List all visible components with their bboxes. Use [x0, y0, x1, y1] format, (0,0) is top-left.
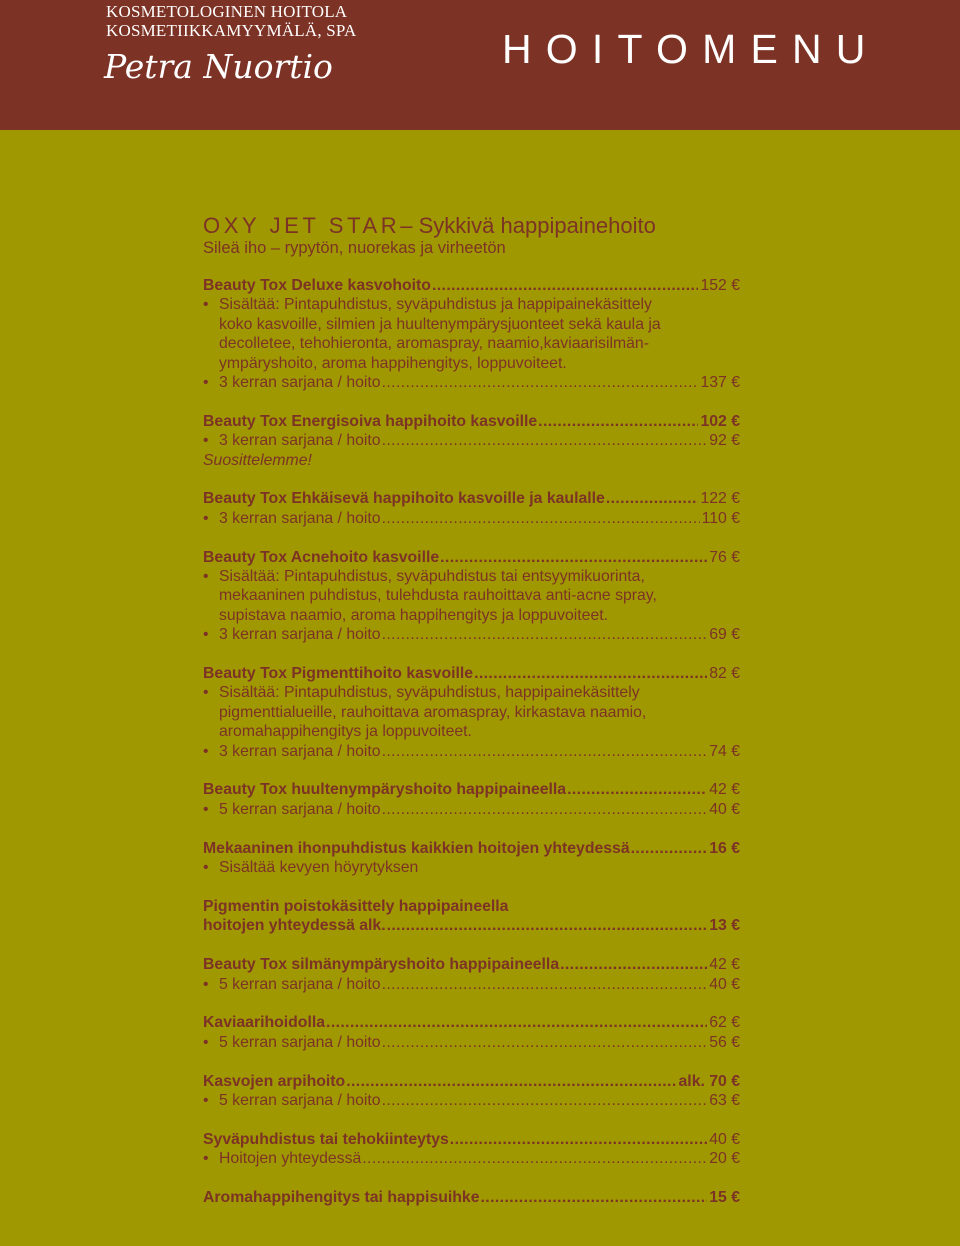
item-price: 122 €	[700, 490, 740, 508]
dot-leader	[432, 276, 699, 295]
item-price: 76 €	[709, 548, 740, 566]
series-price: 40 €	[709, 975, 740, 993]
dot-leader	[440, 548, 707, 567]
item-price: 40 €	[709, 1130, 740, 1148]
dot-leader	[560, 955, 707, 974]
series-price: 92 €	[709, 432, 740, 450]
menu-item	[203, 1188, 740, 1207]
series-label: 3 kerran sarjana / hoito	[219, 432, 381, 450]
item-price: 82 €	[709, 665, 740, 683]
dot-leader	[450, 1130, 707, 1149]
bullet-icon: •	[203, 684, 209, 702]
menu-item	[203, 548, 740, 567]
series-label: 5 kerran sarjana / hoito	[219, 1091, 381, 1109]
bullet-icon: •	[203, 374, 209, 392]
item-name: Kasvojen arpihoito	[203, 1072, 346, 1090]
item-description	[203, 295, 740, 314]
menu-item	[203, 839, 740, 858]
dot-leader	[631, 839, 708, 858]
series-label: 3 kerran sarjana / hoito	[219, 374, 381, 392]
bullet-icon: •	[203, 1150, 209, 1168]
description-line: supistava naamio, aroma happihengitys ja loppuvoiteet.	[219, 606, 609, 624]
bullet-icon: •	[203, 296, 209, 314]
menu-item	[203, 955, 740, 974]
series-price-row	[203, 431, 740, 450]
dot-leader	[362, 1149, 707, 1168]
item-price: 16 €	[709, 839, 740, 857]
menu-item	[203, 1072, 740, 1091]
item-name: Kaviaarihoidolla	[203, 1014, 326, 1032]
menu-item	[203, 489, 740, 508]
item-price: 13 €	[709, 917, 740, 935]
description-line: koko kasvoille, silmien ja huultenympärysjuonteet sekä kaula ja	[219, 315, 661, 333]
dot-leader	[474, 664, 707, 683]
item-price: 15 €	[709, 1188, 740, 1206]
series-label: 5 kerran sarjana / hoito	[219, 1033, 381, 1051]
series-label: 3 kerran sarjana / hoito	[219, 742, 381, 760]
description-line: ympäryshoito, aroma happihengitys, loppuvoiteet.	[219, 354, 567, 372]
section-subtitle: Sileä iho – rypytön, nuorekas ja virheetön	[203, 239, 506, 257]
menu-item	[203, 1130, 740, 1149]
description-line: mekaaninen puhdistus, tulehdusta rauhoittava anti-acne spray,	[219, 587, 657, 605]
dot-leader	[382, 800, 708, 819]
menu-item	[203, 664, 740, 683]
series-price-row	[203, 1091, 740, 1110]
dot-leader	[567, 780, 707, 799]
bullet-icon: •	[203, 432, 209, 450]
dot-leader	[382, 625, 708, 644]
series-price-row	[203, 800, 740, 819]
description-line: Sisältää: Pintapuhdistus, syväpuhdistus, happipainekäsittely	[219, 684, 640, 702]
item-name: Mekaaninen ihonpuhdistus kaikkien hoitojen yhteydessä	[203, 839, 630, 857]
item-description	[203, 858, 740, 877]
item-price: 152 €	[700, 277, 740, 294]
dot-leader	[387, 916, 708, 935]
dot-leader	[481, 1188, 708, 1207]
recommendation-note: Suosittelemme!	[203, 451, 312, 469]
series-price-row	[203, 509, 740, 528]
item-name: Beauty Tox Ehkäisevä happihoito kasvoille ja kaulalle	[203, 490, 605, 508]
item-name: Syväpuhdistus tai tehokiinteytys	[203, 1130, 449, 1148]
series-price-row	[203, 975, 740, 994]
item-description	[203, 567, 740, 586]
dot-leader	[346, 1072, 676, 1091]
brand-tagline-2: KOSMETIIKKAMYYMÄLÄ, SPA	[106, 21, 357, 40]
item-name: Aromahappihengitys tai happisuihke	[203, 1188, 480, 1206]
dot-leader	[382, 373, 699, 392]
item-name: Beauty Tox Deluxe kasvohoito	[203, 277, 431, 294]
series-price: 69 €	[709, 626, 740, 644]
menu-item	[203, 412, 740, 431]
item-name: Beauty Tox huultenympäryshoito happipaineella	[203, 781, 567, 799]
item-name: Beauty Tox silmänympäryshoito happipaineella	[203, 956, 560, 974]
bullet-icon: •	[203, 626, 209, 644]
series-price-row	[203, 1033, 740, 1052]
menu-item	[203, 780, 740, 799]
series-price: 20 €	[709, 1150, 740, 1168]
brand-logo-name: Petra Nuortio	[104, 47, 333, 86]
description-line: decolletee, tehohieronta, aromaspray, naamio,kaviaarisilmän-	[219, 335, 649, 353]
series-label: 3 kerran sarjana / hoito	[219, 509, 381, 527]
item-name: Beauty Tox Acnehoito kasvoille	[203, 548, 440, 566]
page-title: HOITOMENU	[502, 26, 880, 72]
brand-tagline-1: KOSMETOLOGINEN HOITOLA	[106, 2, 348, 21]
header-bar	[0, 0, 960, 130]
series-price: 40 €	[709, 800, 740, 818]
series-label: 3 kerran sarjana / hoito	[219, 626, 381, 644]
item-price: 42 €	[709, 956, 740, 974]
item-name: hoitojen yhteydessä alk.	[203, 917, 386, 935]
description-line: Sisältää: Pintapuhdistus, syväpuhdistus tai entsyymikuorinta,	[219, 568, 645, 586]
dot-leader	[382, 431, 708, 450]
dot-leader	[382, 509, 700, 528]
description-line: pigmenttialueille, rauhoittava aromaspray, kirkastava naamio,	[219, 703, 647, 721]
description-line: aromahappihengitys ja loppuvoiteet.	[219, 723, 472, 741]
item-price: 102 €	[700, 412, 740, 430]
item-name: Beauty Tox Pigmenttihoito kasvoille	[203, 665, 474, 683]
series-price: 74 €	[709, 742, 740, 760]
menu-item	[203, 916, 740, 935]
dot-leader	[382, 1091, 708, 1110]
item-price: 42 €	[709, 781, 740, 799]
series-price-row	[203, 742, 740, 761]
treatment-menu	[203, 276, 740, 1207]
item-price: alk. 70 €	[678, 1072, 740, 1090]
dot-leader	[382, 1033, 708, 1052]
bullet-icon: •	[203, 1033, 209, 1051]
dot-leader	[326, 1013, 707, 1032]
bullet-icon: •	[203, 859, 209, 877]
bullet-icon: •	[203, 568, 209, 586]
dot-leader	[538, 412, 698, 431]
series-price-row	[203, 1149, 740, 1168]
dot-leader	[606, 489, 699, 508]
menu-item	[203, 276, 740, 295]
series-price: 56 €	[709, 1033, 740, 1051]
series-label: Hoitojen yhteydessä	[219, 1150, 362, 1168]
item-name: Beauty Tox Energisoiva happihoito kasvoille	[203, 412, 538, 430]
menu-item	[203, 1013, 740, 1032]
series-price-row	[203, 373, 740, 392]
bullet-icon: •	[203, 800, 209, 818]
item-description	[203, 683, 740, 702]
description-line: Sisältää kevyen höyrytyksen	[219, 859, 419, 877]
dot-leader	[382, 975, 708, 994]
bullet-icon: •	[203, 975, 209, 993]
section-title	[203, 213, 656, 239]
bullet-icon: •	[203, 742, 209, 760]
description-line: Sisältää: Pintapuhdistus, syväpuhdistus ja happipainekäsittely	[219, 296, 652, 314]
bullet-icon: •	[203, 509, 209, 527]
series-label: 5 kerran sarjana / hoito	[219, 800, 381, 818]
section-title-rest: – Sykkivä happipainehoito	[400, 213, 656, 238]
series-label: 5 kerran sarjana / hoito	[219, 975, 381, 993]
item-name: Pigmentin poistokäsittely happipaineella	[203, 897, 509, 915]
series-price: 63 €	[709, 1091, 740, 1109]
item-price: 62 €	[709, 1014, 740, 1032]
section-title-caps: OXY JET STAR	[203, 213, 401, 238]
series-price-row	[203, 625, 740, 644]
bullet-icon: •	[203, 1091, 209, 1109]
dot-leader	[382, 742, 708, 761]
series-price: 110 €	[701, 509, 740, 527]
series-price: 137 €	[700, 374, 740, 392]
